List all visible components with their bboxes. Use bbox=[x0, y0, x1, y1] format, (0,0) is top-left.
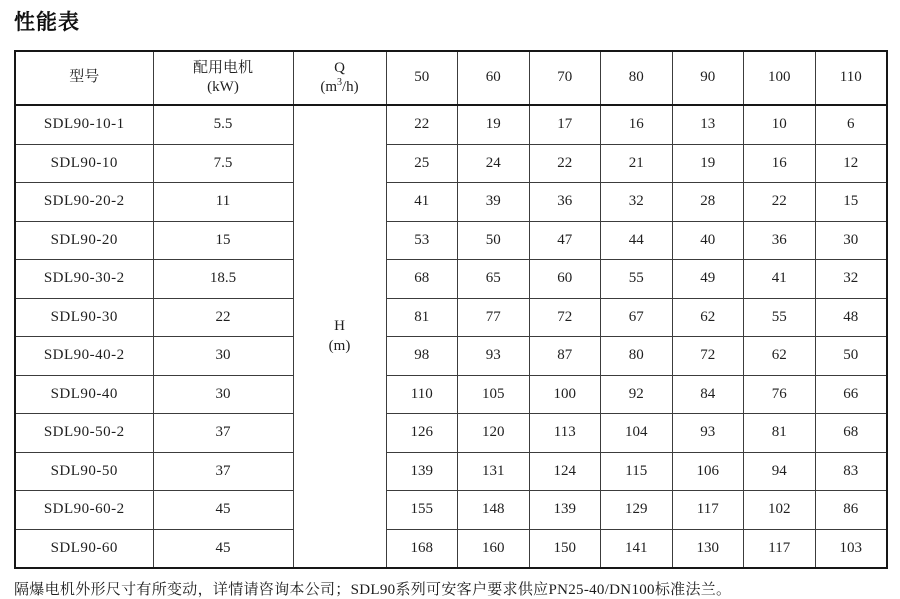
head-value-cell: 66 bbox=[815, 375, 887, 414]
head-value-cell: 28 bbox=[672, 183, 744, 222]
model-cell: SDL90-20 bbox=[15, 221, 153, 260]
head-value-cell: 30 bbox=[815, 221, 887, 260]
table-row bbox=[15, 183, 887, 222]
motor-header-line2: (kW) bbox=[207, 79, 239, 95]
head-value-cell: 110 bbox=[386, 375, 458, 414]
head-value-cell: 25 bbox=[386, 144, 458, 183]
head-value-cell: 72 bbox=[672, 337, 744, 376]
head-value-cell: 44 bbox=[601, 221, 673, 260]
head-value-cell: 49 bbox=[672, 260, 744, 299]
head-value-cell: 77 bbox=[458, 298, 530, 337]
head-value-cell: 139 bbox=[529, 491, 601, 530]
flow-rate-header: 90 bbox=[672, 51, 744, 105]
power-cell: 7.5 bbox=[153, 144, 293, 183]
head-value-cell: 120 bbox=[458, 414, 530, 453]
head-value-cell: 19 bbox=[672, 144, 744, 183]
power-cell: 18.5 bbox=[153, 260, 293, 299]
head-value-cell: 41 bbox=[744, 260, 816, 299]
flow-unit: $(m^3/h)$ bbox=[320, 77, 359, 95]
head-value-cell: 106 bbox=[672, 452, 744, 491]
head-value-cell: 47 bbox=[529, 221, 601, 260]
head-value-cell: 104 bbox=[601, 414, 673, 453]
head-value-cell: 102 bbox=[744, 491, 816, 530]
table-row bbox=[15, 452, 887, 491]
head-value-cell: 19 bbox=[458, 105, 530, 144]
table-row bbox=[15, 144, 887, 183]
power-cell: 30 bbox=[153, 375, 293, 414]
head-value-cell: 10 bbox=[744, 105, 816, 144]
head-value-cell: 12 bbox=[815, 144, 887, 183]
col-header-motor bbox=[153, 51, 293, 105]
power-cell: 45 bbox=[153, 491, 293, 530]
head-value-cell: 32 bbox=[815, 260, 887, 299]
head-value-cell: 50 bbox=[815, 337, 887, 376]
power-cell: 11 bbox=[153, 183, 293, 222]
head-value-cell: 86 bbox=[815, 491, 887, 530]
head-value-cell: 53 bbox=[386, 221, 458, 260]
head-value-cell: 129 bbox=[601, 491, 673, 530]
head-value-cell: 39 bbox=[458, 183, 530, 222]
head-value-cell: 94 bbox=[744, 452, 816, 491]
head-value-cell: 6 bbox=[815, 105, 887, 144]
power-cell: 37 bbox=[153, 414, 293, 453]
head-value-cell: 32 bbox=[601, 183, 673, 222]
col-header-flow-unit bbox=[293, 51, 386, 105]
head-value-cell: 41 bbox=[386, 183, 458, 222]
table-row bbox=[15, 491, 887, 530]
head-symbol: H bbox=[334, 318, 345, 334]
head-value-cell: 115 bbox=[601, 452, 673, 491]
model-cell: SDL90-20-2 bbox=[15, 183, 153, 222]
head-value-cell: 100 bbox=[529, 375, 601, 414]
flow-rate-header: 110 bbox=[815, 51, 887, 105]
head-value-cell: 81 bbox=[386, 298, 458, 337]
power-cell: 30 bbox=[153, 337, 293, 376]
head-value-cell: 16 bbox=[744, 144, 816, 183]
head-value-cell: 92 bbox=[601, 375, 673, 414]
power-cell: 37 bbox=[153, 452, 293, 491]
table-row bbox=[15, 529, 887, 568]
head-value-cell: 139 bbox=[386, 452, 458, 491]
head-value-cell: 130 bbox=[672, 529, 744, 568]
head-value-cell: 22 bbox=[386, 105, 458, 144]
head-value-cell: 15 bbox=[815, 183, 887, 222]
head-value-cell: 40 bbox=[672, 221, 744, 260]
head-value-cell: 13 bbox=[672, 105, 744, 144]
head-value-cell: 22 bbox=[529, 144, 601, 183]
table-row bbox=[15, 260, 887, 299]
head-value-cell: 93 bbox=[458, 337, 530, 376]
head-unit: (m) bbox=[328, 337, 351, 354]
table-row bbox=[15, 298, 887, 337]
head-value-cell: 168 bbox=[386, 529, 458, 568]
head-value-cell: 72 bbox=[529, 298, 601, 337]
head-value-cell: 141 bbox=[601, 529, 673, 568]
motor-header-line1: 配用电机 bbox=[192, 59, 253, 76]
head-value-cell: 81 bbox=[744, 414, 816, 453]
power-cell: 5.5 bbox=[153, 105, 293, 144]
model-cell: SDL90-10-1 bbox=[15, 105, 153, 144]
model-cell: SDL90-60 bbox=[15, 529, 153, 568]
table-row bbox=[15, 337, 887, 376]
model-cell: SDL90-60-2 bbox=[15, 491, 153, 530]
model-cell: SDL90-30-2 bbox=[15, 260, 153, 299]
head-value-cell: 48 bbox=[815, 298, 887, 337]
head-value-cell: 150 bbox=[529, 529, 601, 568]
col-header-model: 型号 bbox=[15, 51, 153, 105]
head-value-cell: 62 bbox=[672, 298, 744, 337]
head-value-cell: 131 bbox=[458, 452, 530, 491]
head-value-cell: 55 bbox=[601, 260, 673, 299]
flow-rate-header: 50 bbox=[386, 51, 458, 105]
head-value-cell: 117 bbox=[744, 529, 816, 568]
footnote: 隔爆电机外形尺寸有所变动，详情请咨询本公司；SDL90系列可安客户要求供应PN25-40/DN100标准法兰。 bbox=[14, 582, 732, 598]
head-value-cell: 84 bbox=[672, 375, 744, 414]
head-value-cell: 160 bbox=[458, 529, 530, 568]
head-value-cell: 60 bbox=[529, 260, 601, 299]
page-title: 性能表 bbox=[14, 11, 80, 34]
head-value-cell: 67 bbox=[601, 298, 673, 337]
head-value-cell: 117 bbox=[672, 491, 744, 530]
table-row bbox=[15, 221, 887, 260]
model-cell: SDL90-10 bbox=[15, 144, 153, 183]
power-cell: 22 bbox=[153, 298, 293, 337]
head-value-cell: 65 bbox=[458, 260, 530, 299]
head-value-cell: 22 bbox=[744, 183, 816, 222]
head-value-cell: 76 bbox=[744, 375, 816, 414]
flow-rate-header: 60 bbox=[458, 51, 530, 105]
power-cell: 15 bbox=[153, 221, 293, 260]
head-value-cell: 62 bbox=[744, 337, 816, 376]
table-header-row bbox=[15, 51, 887, 105]
head-value-cell: 126 bbox=[386, 414, 458, 453]
head-value-cell: 148 bbox=[458, 491, 530, 530]
head-value-cell: 93 bbox=[672, 414, 744, 453]
model-cell: SDL90-30 bbox=[15, 298, 153, 337]
model-cell: SDL90-50-2 bbox=[15, 414, 153, 453]
flow-rate-header: 70 bbox=[529, 51, 601, 105]
head-value-cell: 103 bbox=[815, 529, 887, 568]
head-value-cell: 124 bbox=[529, 452, 601, 491]
head-value-cell: 80 bbox=[601, 337, 673, 376]
head-value-cell: 98 bbox=[386, 337, 458, 376]
table-row bbox=[15, 414, 887, 453]
head-value-cell: 17 bbox=[529, 105, 601, 144]
table-row bbox=[15, 375, 887, 414]
head-unit-cell bbox=[293, 105, 386, 568]
model-cell: SDL90-40-2 bbox=[15, 337, 153, 376]
flow-rate-header: 80 bbox=[601, 51, 673, 105]
power-cell: 45 bbox=[153, 529, 293, 568]
head-value-cell: 24 bbox=[458, 144, 530, 183]
flow-rate-header: 100 bbox=[744, 51, 816, 105]
head-value-cell: 55 bbox=[744, 298, 816, 337]
head-value-cell: 36 bbox=[744, 221, 816, 260]
head-value-cell: 155 bbox=[386, 491, 458, 530]
head-value-cell: 36 bbox=[529, 183, 601, 222]
head-value-cell: 87 bbox=[529, 337, 601, 376]
head-value-cell: 105 bbox=[458, 375, 530, 414]
model-cell: SDL90-40 bbox=[15, 375, 153, 414]
model-cell: SDL90-50 bbox=[15, 452, 153, 491]
head-value-cell: 83 bbox=[815, 452, 887, 491]
head-value-cell: 68 bbox=[815, 414, 887, 453]
table-row bbox=[15, 105, 887, 144]
head-value-cell: 50 bbox=[458, 221, 530, 260]
flow-symbol: Q bbox=[334, 59, 345, 76]
superscript-3: 3 bbox=[337, 77, 342, 88]
head-value-cell: 68 bbox=[386, 260, 458, 299]
head-value-cell: 113 bbox=[529, 414, 601, 453]
head-value-cell: 16 bbox=[601, 105, 673, 144]
performance-table bbox=[14, 50, 888, 569]
head-value-cell: 21 bbox=[601, 144, 673, 183]
